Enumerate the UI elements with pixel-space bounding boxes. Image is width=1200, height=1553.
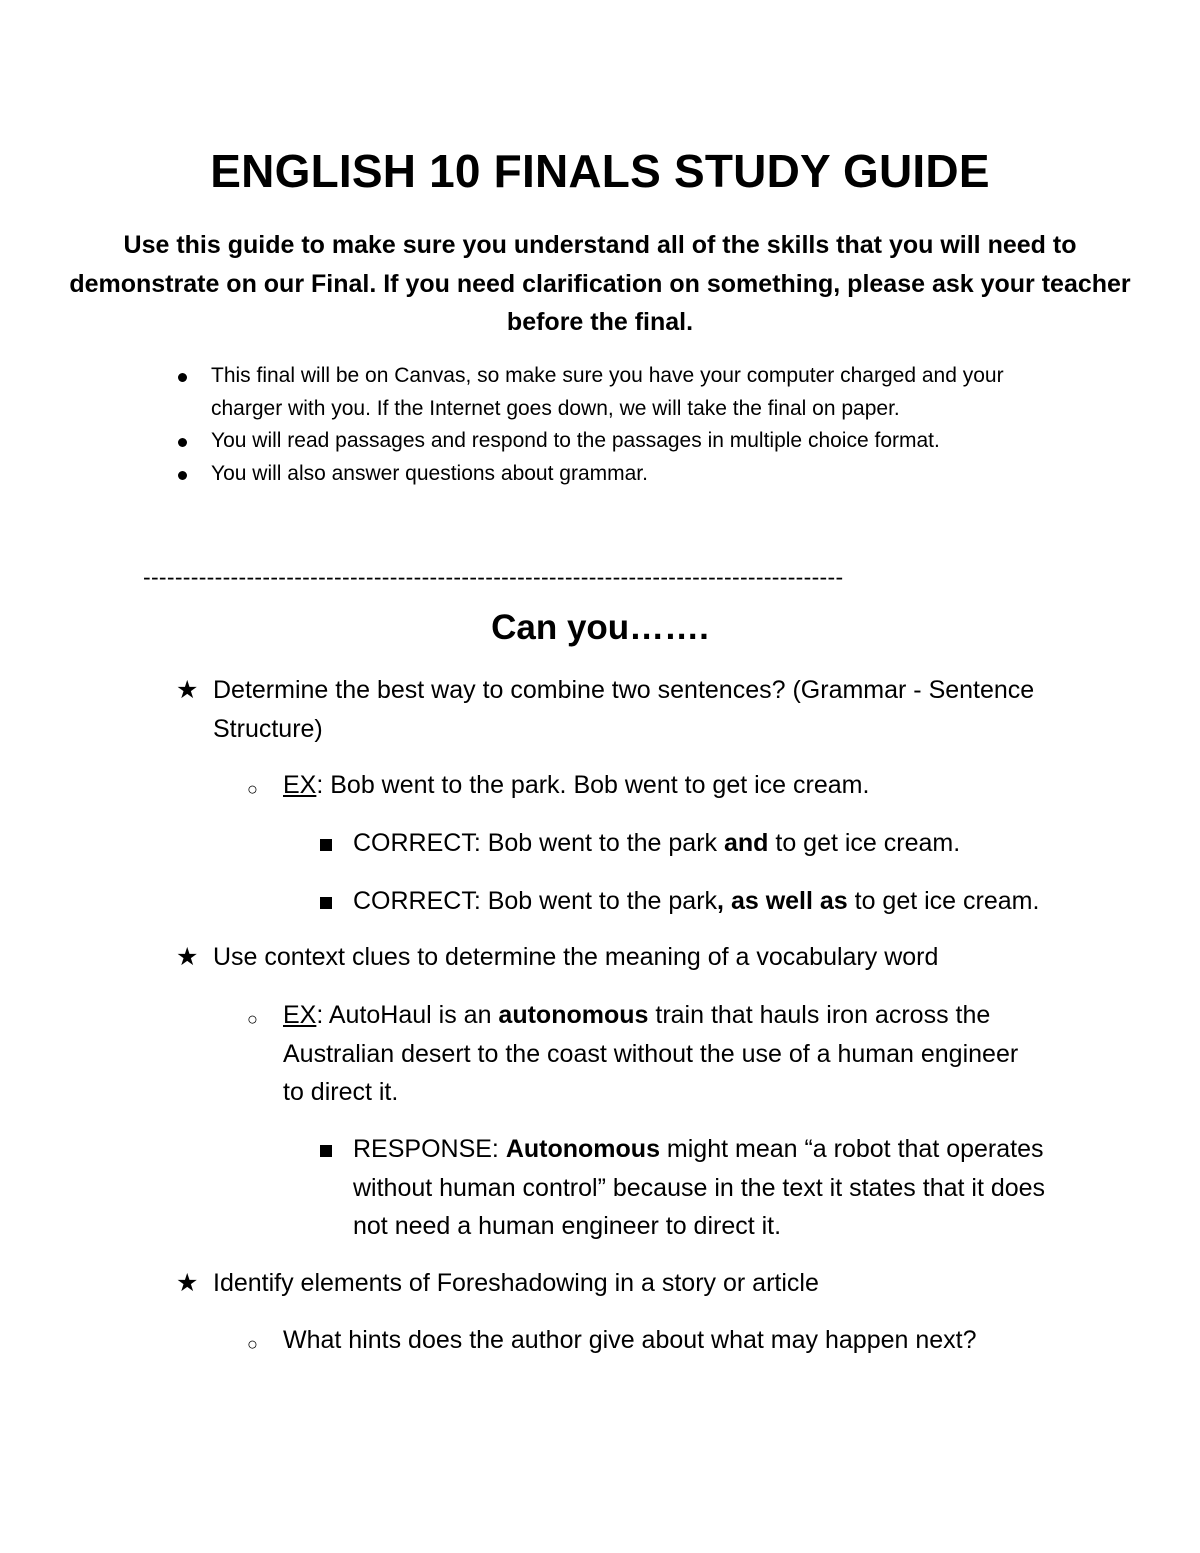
- skill-item-foreshadow: [176, 1264, 1076, 1303]
- example-text: : Bob went to the park. Bob went to get ice cream.: [316, 771, 870, 799]
- response-text: might mean “a robot that operates without human control” because in the text it states that it does not need a human engineer to direct it.: [353, 1135, 1046, 1240]
- example-label: EX: [283, 1001, 317, 1029]
- example-item: [247, 996, 1037, 1112]
- note-text: This final will be on Canvas, so make sure you have your computer charged and your charger with you. If the Internet goes down, we will take the final on paper.: [211, 364, 1004, 420]
- correct-emphasis: , as well as: [717, 887, 848, 915]
- list-item: [176, 458, 1056, 491]
- example-item: [247, 1321, 1127, 1360]
- example-text: What hints does the author give about what may happen next?: [283, 1326, 977, 1354]
- star-icon: ★: [176, 676, 199, 704]
- vocab-word: autonomous: [498, 1001, 649, 1029]
- notes-list: [176, 360, 1056, 490]
- correct-item: [318, 824, 1178, 863]
- correct-text: CORRECT: Bob went to the park: [353, 829, 724, 857]
- list-item: [176, 425, 1056, 458]
- vocab-word: Autonomous: [505, 1135, 660, 1163]
- skill-text: Identify elements of Foreshadowing in a story or article: [213, 1269, 819, 1297]
- skill-item-context: [176, 938, 1076, 977]
- circle-bullet-icon: ○: [247, 779, 258, 799]
- note-text: You will also answer questions about grammar.: [211, 461, 648, 485]
- skill-text: Use context clues to determine the meaning of a vocabulary word: [213, 943, 939, 971]
- section-heading: Can you…….: [491, 608, 709, 647]
- correct-text: CORRECT: Bob went to the park: [353, 887, 718, 915]
- intro-paragraph: Use this guide to make sure you understand all of the skills that you will need to demonstrate on our Final. If you need clarification on something, please ask your teacher before the final.: [69, 231, 1131, 336]
- example-text: : AutoHaul is an: [316, 1001, 499, 1029]
- square-bullet-icon: [320, 897, 332, 909]
- circle-bullet-icon: ○: [247, 1334, 258, 1354]
- bullet-icon: [178, 438, 187, 447]
- dashed-divider: ----------------------------------------------------------------------------------------: [143, 564, 844, 590]
- correct-text: to get ice cream.: [847, 887, 1040, 915]
- skill-item-combine: [176, 671, 1036, 748]
- response-text: RESPONSE:: [353, 1135, 506, 1163]
- note-text: You will read passages and respond to the passages in multiple choice format.: [211, 429, 940, 452]
- star-icon: ★: [176, 943, 199, 971]
- example-label: EX: [283, 771, 317, 799]
- skill-text: Determine the best way to combine two sentences? (Grammar - Sentence Structure): [213, 676, 1035, 743]
- list-item: [176, 360, 1056, 425]
- bullet-icon: [178, 373, 187, 382]
- example-text: train that hauls iron across the Australian desert to the coast without the use of a human engineer to direct it.: [283, 1001, 1019, 1106]
- circle-bullet-icon: ○: [247, 1009, 258, 1029]
- correct-text: to get ice cream.: [768, 829, 961, 857]
- response-item: [318, 1130, 1058, 1246]
- page-title: ENGLISH 10 FINALS STUDY GUIDE: [210, 145, 990, 197]
- correct-item: [318, 882, 1178, 921]
- square-bullet-icon: [320, 1145, 332, 1157]
- bullet-icon: [178, 471, 187, 480]
- correct-emphasis: and: [723, 829, 769, 857]
- square-bullet-icon: [320, 839, 332, 851]
- example-item: [247, 766, 1127, 805]
- star-icon: ★: [176, 1269, 199, 1297]
